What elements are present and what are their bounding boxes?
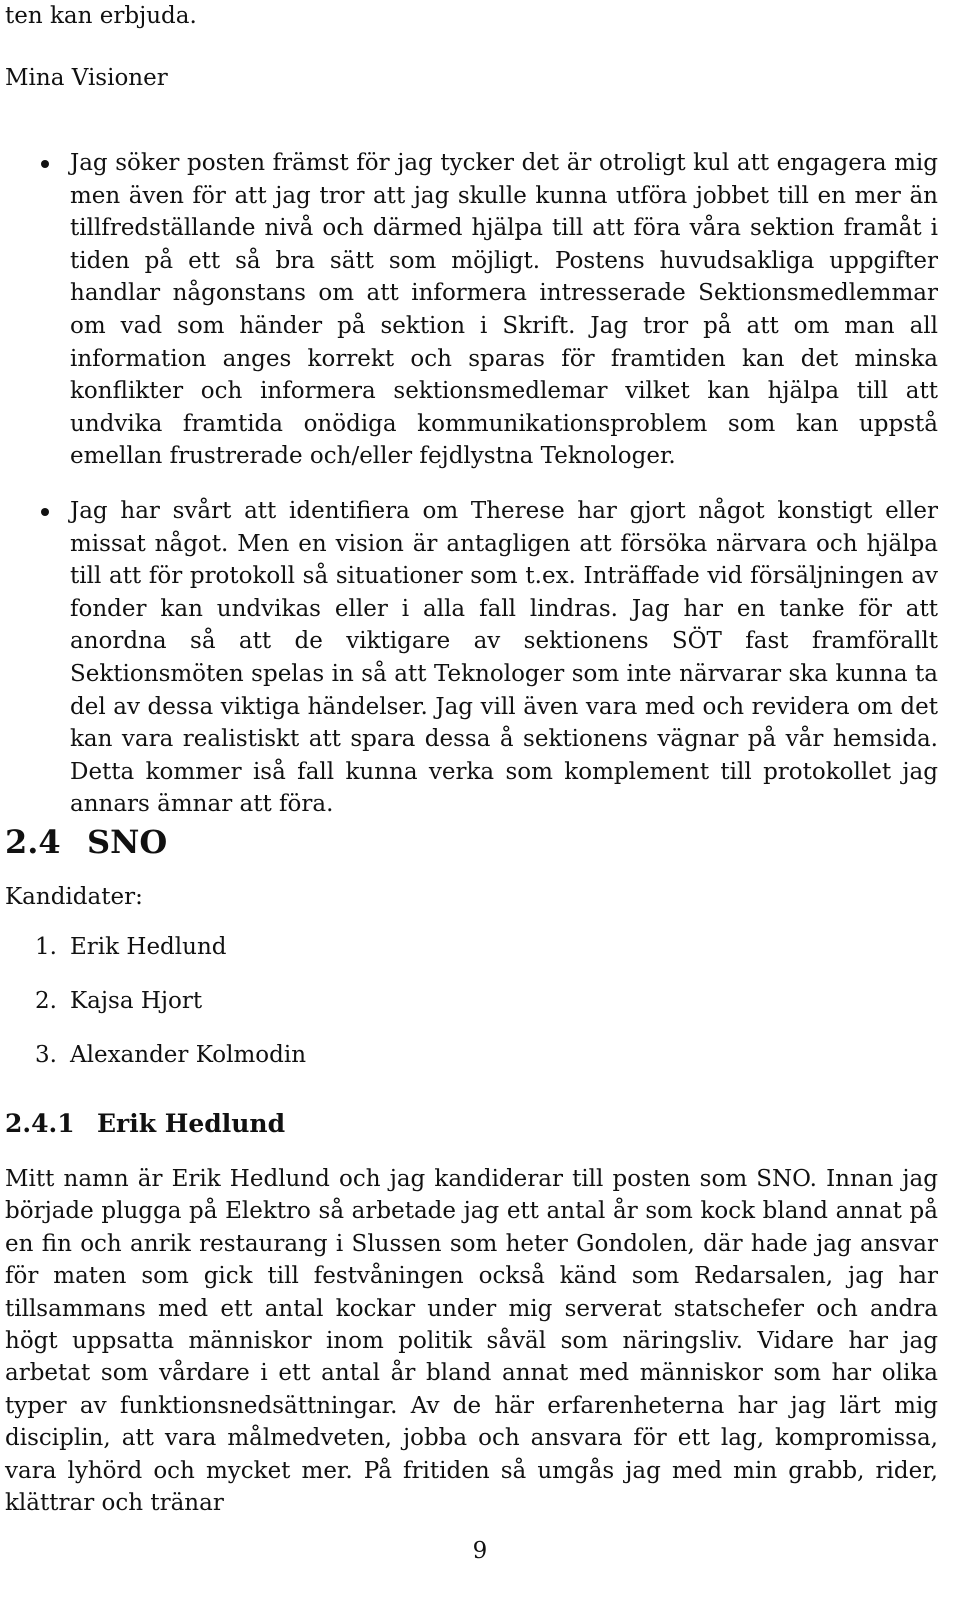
candidate-name: Alexander Kolmodin — [70, 1042, 307, 1068]
candidate-number: 3. — [35, 1042, 57, 1068]
visions-heading: Mina Visioner — [5, 65, 168, 91]
candidates-label: Kandidater: — [5, 884, 143, 910]
vision-text: Jag söker posten främst för jag tycker det är otroligt kul att engagera mig men även för att jag tror att jag skulle kunna utföra jobbet till en mer än tillfredställande nivå och därmed hjälpa till att föra våra sektion framåt i tiden på ett så bra sätt som möjligt. Postens huvudsakliga uppgifter handlar någonstans om att informera intresserade Sektionsmedlemmar om vad som händer på sektion i Skrift. Jag tror på att om man all information anges korrekt och sparas för framtiden kan det minska konflikter och informera sektionsmedlemar vilket kan hjälpa till att undvika framtida onödiga kommunikationsproblem som kan uppstå emellan frustrerade och/eller fejdlystna Teknologer. — [70, 150, 938, 470]
candidate-number: 2. — [35, 988, 57, 1014]
candidate-list-item — [35, 988, 202, 1014]
section-heading — [5, 823, 167, 861]
page-number: 9 — [472, 1538, 488, 1564]
continued-text-line: ten kan erbjuda. — [5, 3, 197, 29]
subsection-number: 2.4.1 — [5, 1109, 75, 1138]
candidate-list-item — [35, 934, 227, 960]
bullet-icon — [41, 160, 49, 168]
candidate-name: Erik Hedlund — [70, 934, 227, 960]
section-number: 2.4 — [5, 823, 61, 861]
bullet-icon — [41, 508, 49, 516]
vision-item — [70, 495, 938, 821]
vision-item — [70, 147, 938, 473]
vision-text: Jag har svårt att identifiera om Therese har gjort något konstigt eller missat något. Men en vision är antagligen att försöka närvara och hjälpa till att för protokoll så situationer som t.ex. Inträffade vid försäljningen av fonder kan undvikas eller i alla fall lindras. Jag har en tanke för att anordna så att de viktigare av sektionens SÖT fast framförallt Sektionsmöten spelas in så att Teknologer som inte närvarar ska kunna ta del av dessa viktiga händelser. Jag vill även vara med och revidera om det kan vara realistiskt att spara dessa å sektionens vägnar på vår hemsida. Detta kommer iså fall kunna verka som komplement till protokollet jag annars ämnar att föra. — [70, 498, 938, 818]
section-title: SNO — [87, 823, 168, 861]
candidate-paragraph: Mitt namn är Erik Hedlund och jag kandiderar till posten som SNO. Innan jag började plugga på Elektro så arbetade jag ett antal år som kock bland annat på en fin och anrik restaurang i Slussen som heter Gondolen, där hade jag ansvar för maten som gick till festvåningen också känd som Redarsalen, jag har tillsammans med ett antal kockar under mig serverat statschefer och andra högt uppsatta människor inom politik såväl som näringsliv. Vidare har jag arbetat som vårdare i ett antal år bland annat med människor som har olika typer av funktionsnedsättningar. Av de här erfarenheterna har jag lärt mig disciplin, att vara målmedveten, jobba och ansvara för ett lag, kompromissa, vara lyhörd och mycket mer. På fritiden så umgås jag med min grabb, rider, klättrar och tränar — [5, 1166, 938, 1517]
candidate-name: Kajsa Hjort — [70, 988, 203, 1014]
candidate-list-item — [35, 1042, 306, 1068]
candidate-number: 1. — [35, 934, 57, 960]
subsection-heading — [5, 1109, 285, 1138]
subsection-title: Erik Hedlund — [97, 1109, 286, 1138]
